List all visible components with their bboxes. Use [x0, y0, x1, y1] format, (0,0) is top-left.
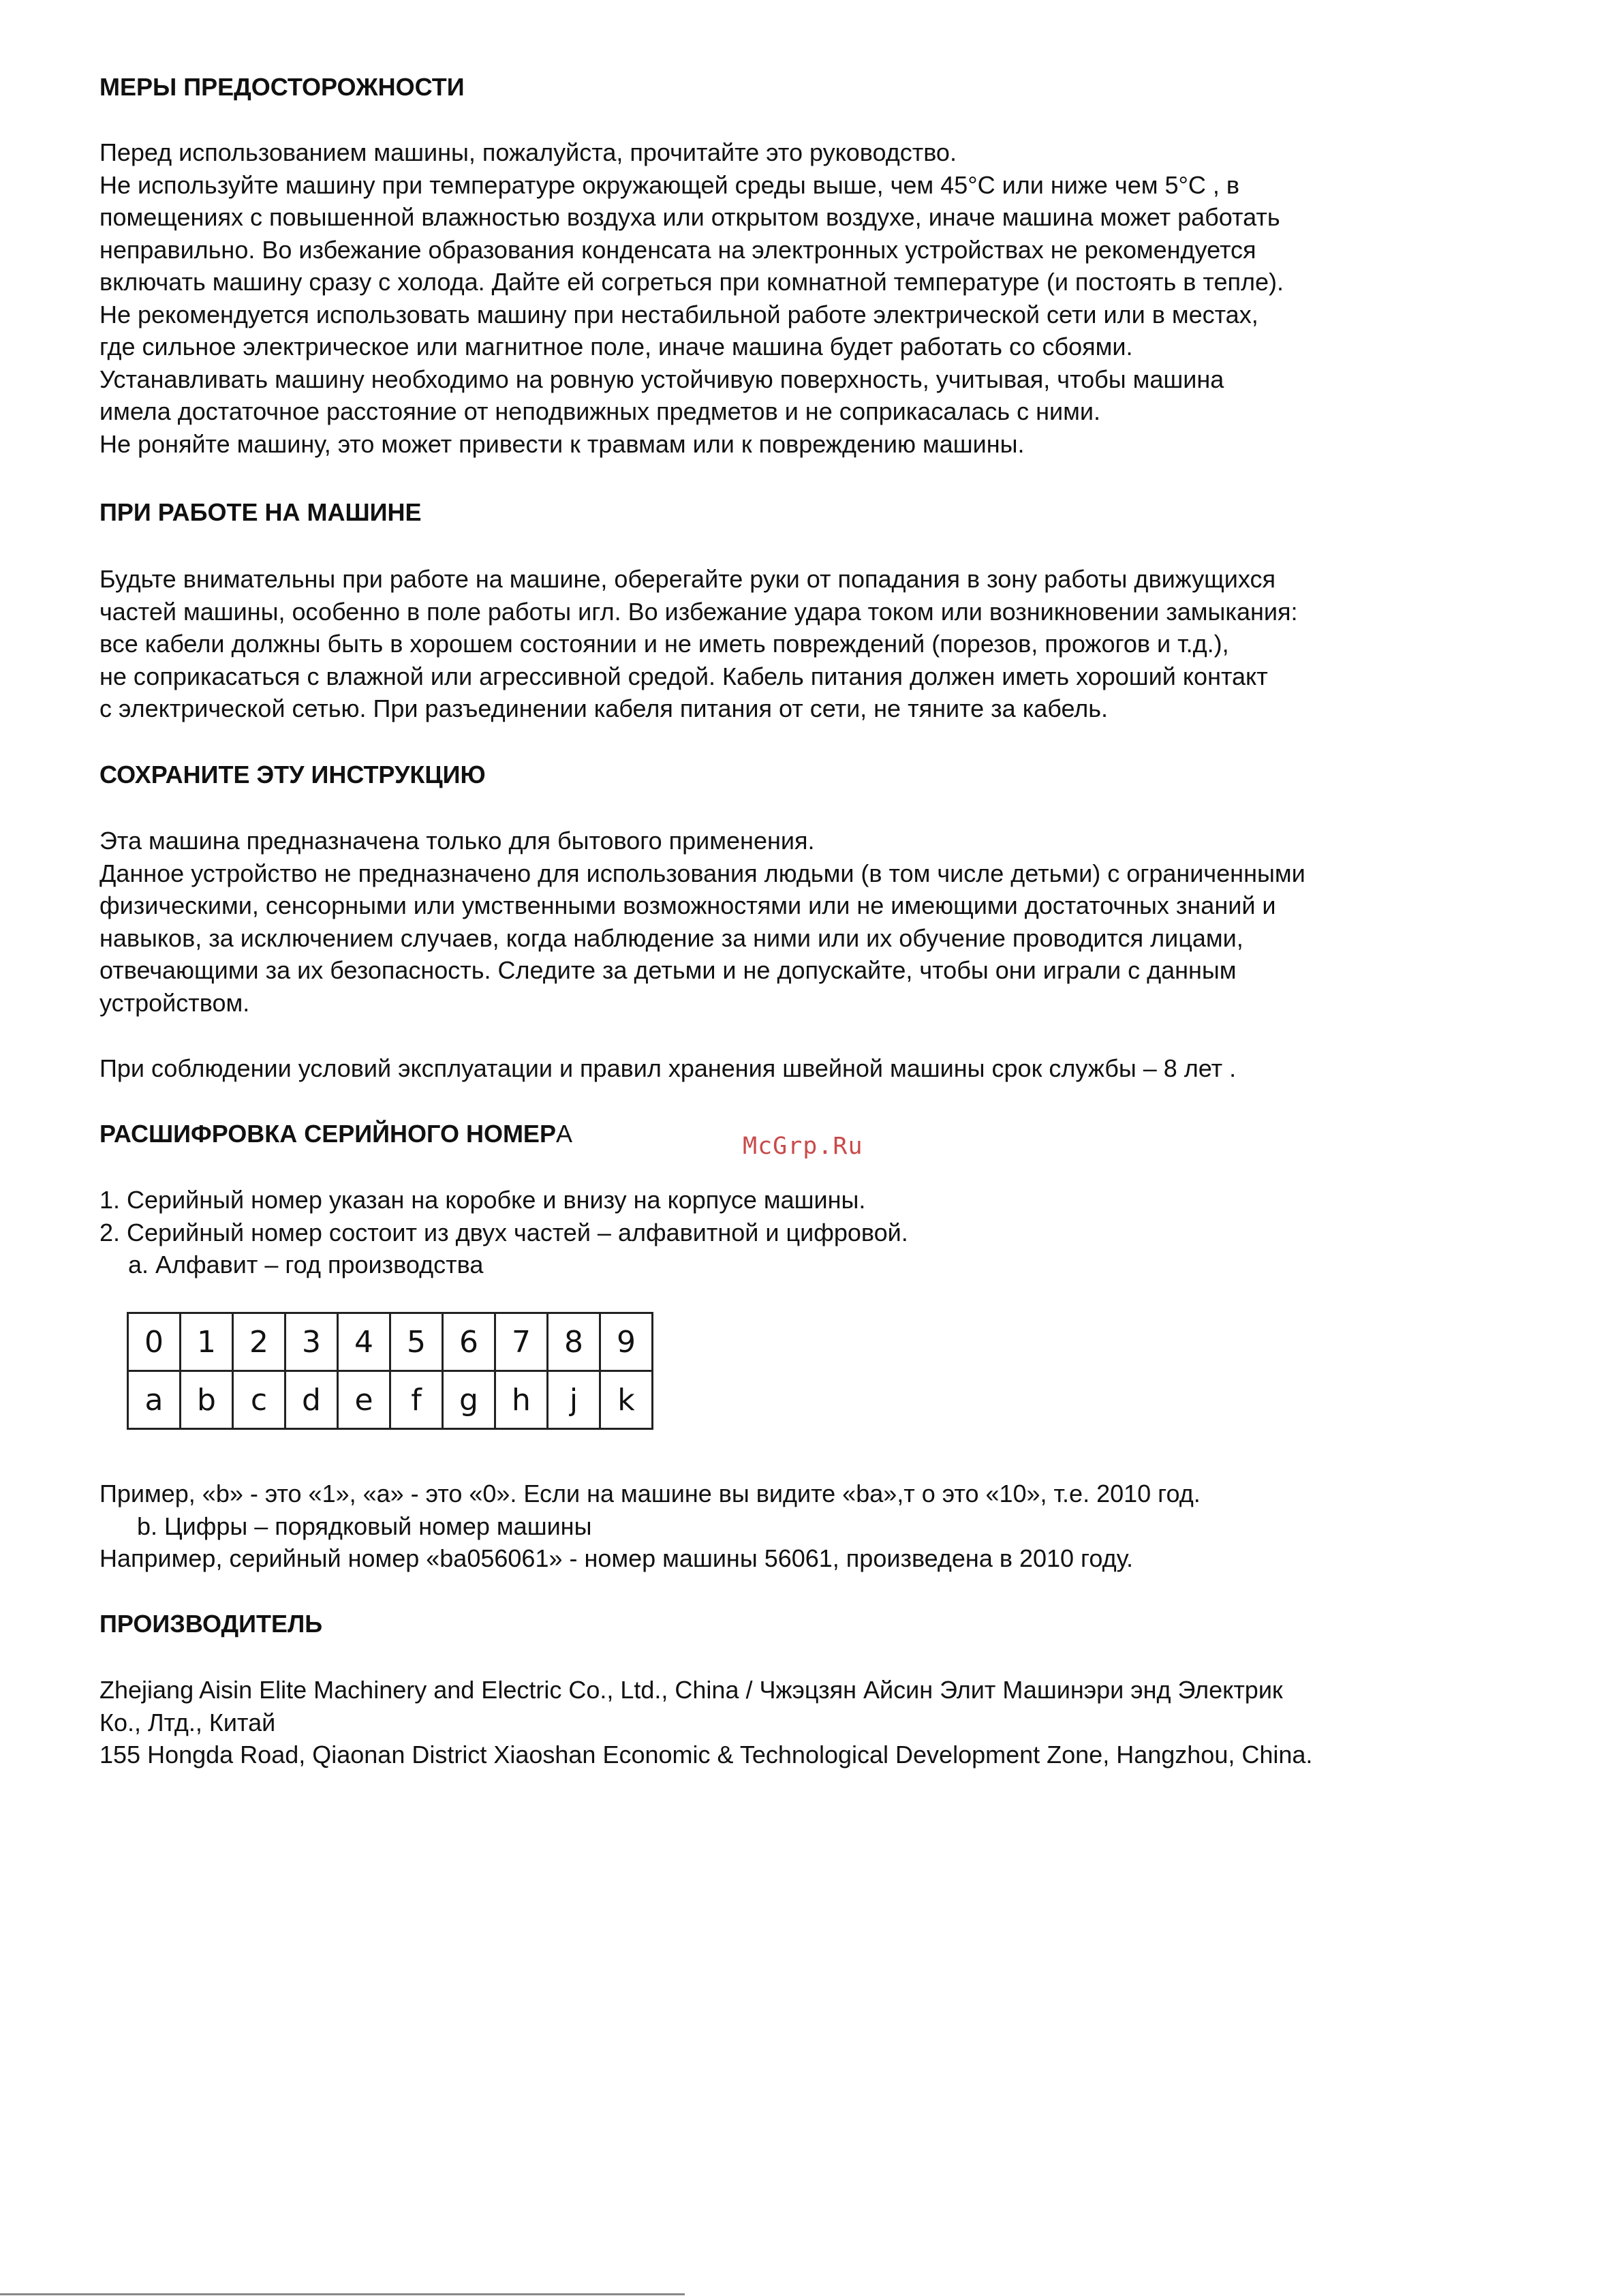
text-line: Эта машина предназначена только для бытового применения. — [99, 827, 815, 855]
text-line: отвечающими за их безопасность. Следите за детьми и не допускайте, чтобы они играли с данным — [99, 956, 1237, 984]
table-row-digits — [128, 1313, 653, 1371]
list-item: 2. Серийный номер состоит из двух частей – алфавитной и цифровой. — [99, 1218, 908, 1246]
list-subitem-a: a. Алфавит – год производства — [128, 1251, 484, 1279]
manufacturer-heading: ПРОИЗВОДИТЕЛЬ — [99, 1610, 323, 1638]
text-line: частей машины, особенно в поле работы игл. Во избежание удара током или возникновении замыкания: — [99, 597, 1298, 626]
serial-items — [99, 1184, 908, 1281]
text-line: Не роняйте машину, это может привести к травмам или к повреждению машины. — [99, 429, 1025, 458]
example-text: Пример, «b» - это «1», «а» - это «0». Если на машине вы видите «ba»,т о это «10», т.е. 2010 год. — [99, 1480, 1201, 1507]
text-line: включать машину сразу с холода. Дайте ей согреться при комнатной температуре (и постоять в тепле). — [99, 268, 1284, 296]
text-line: не соприкасаться с влажной или агрессивной средой. Кабель питания должен иметь хороший контакт — [99, 662, 1268, 690]
table-cell: 5 — [390, 1313, 443, 1371]
list-subitem-b: b. Цифры – порядковый номер машины — [137, 1512, 592, 1540]
table-cell: c — [233, 1371, 285, 1429]
serial-heading-tail: А — [555, 1120, 572, 1148]
text-line: 155 Hongda Road, Qiaonan District Xiaoshan Economic & Technological Development Zone, Hangzhou, China. — [99, 1741, 1313, 1769]
table-cell: 0 — [128, 1313, 181, 1371]
text-line: Ко., Лтд., Китай — [99, 1708, 276, 1736]
table-cell: e — [338, 1371, 390, 1429]
text-line: физическими, сенсорными или умственными возможностями или не имеющими достаточных знаний и — [99, 891, 1276, 919]
text-line: помещениях с повышенной влажностью воздуха или открытом воздухе, иначе машина может работать — [99, 203, 1280, 231]
text-line: Будьте внимательны при работе на машине, оберегайте руки от попадания в зону работы движущихся — [99, 565, 1276, 593]
text-line: имела достаточное расстояние от неподвижных предметов и не соприкасалась с ними. — [99, 397, 1100, 425]
serial-code-table — [127, 1312, 653, 1430]
table-cell: b — [181, 1371, 233, 1429]
table-cell: 7 — [495, 1313, 548, 1371]
table-cell: j — [548, 1371, 600, 1429]
operation-heading: ПРИ РАБОТЕ НА МАШИНЕ — [99, 498, 422, 526]
table-cell: k — [600, 1371, 653, 1429]
text-line: все кабели должны быть в хорошем состоянии и не иметь повреждений (порезов, прожогов и т.д.), — [99, 630, 1229, 658]
table-cell: 3 — [285, 1313, 338, 1371]
table-cell: 4 — [338, 1313, 390, 1371]
text-line: Перед использованием машины, пожалуйста, прочитайте это руководство. — [99, 138, 957, 166]
text-line: устройством. — [99, 988, 250, 1017]
text-line: с электрической сетью. При разъединении кабеля питания от сети, не тяните за кабель. — [99, 694, 1109, 722]
table-cell: 2 — [233, 1313, 285, 1371]
table-row-letters — [128, 1371, 653, 1429]
serial-heading-bold: РАСШИФРОВКА СЕРИЙНОГО НОМЕР — [99, 1120, 556, 1148]
example-text: Например, серийный номер «ba056061» - номер машины 56061, произведена в 2010 году. — [99, 1544, 1134, 1572]
text-line: Не используйте машину при температуре окружающей среды выше, чем 45°C или ниже чем 5°C , в — [99, 170, 1240, 199]
table-cell: f — [390, 1371, 443, 1429]
serial-examples — [99, 1478, 1201, 1575]
table-cell: 6 — [443, 1313, 495, 1371]
precautions-heading: МЕРЫ ПРЕДОСТОРОЖНОСТИ — [99, 73, 465, 101]
table-cell: d — [285, 1371, 338, 1429]
manufacturer-body — [99, 1674, 1312, 1771]
table-cell: a — [128, 1371, 181, 1429]
table-cell: g — [443, 1371, 495, 1429]
list-item: 1. Серийный номер указан на коробке и внизу на корпусе машины. — [99, 1186, 866, 1214]
table-cell: 9 — [600, 1313, 653, 1371]
text-line: Zhejiang Aisin Elite Machinery and Electric Co., Ltd., China / Чжэцзян Айсин Элит Машинэри энд Электрик — [99, 1676, 1283, 1704]
table-cell: 8 — [548, 1313, 600, 1371]
text-line: навыков, за исключением случаев, когда наблюдение за ними или их обучение проводится лицами, — [99, 923, 1243, 952]
keep-instructions-heading: СОХРАНИТЕ ЭТУ ИНСТРУКЦИЮ — [99, 761, 486, 789]
footer-divider — [0, 2293, 685, 2295]
text-line: Не рекомендуется использовать машину при нестабильной работе электрической сети или в местах, — [99, 300, 1258, 328]
table-cell: 1 — [181, 1313, 233, 1371]
watermark-text: McGrp.Ru — [743, 1133, 863, 1160]
table-cell: h — [495, 1371, 548, 1429]
text-line: Устанавливать машину необходимо на ровную устойчивую поверхность, учитывая, чтобы машина — [99, 365, 1224, 393]
text-line: где сильное электрическое или магнитное поле, иначе машина будет работать со сбоями. — [99, 333, 1133, 361]
keep-instructions-body — [99, 825, 1305, 1019]
service-life-text: При соблюдении условий эксплуатации и правил хранения швейной машины срок службы – 8 лет . — [99, 1054, 1237, 1082]
precautions-body — [99, 136, 1284, 460]
text-line: Данное устройство не предназначено для использования людьми (в том числе детьми) с ограниченными — [99, 859, 1305, 887]
serial-heading — [99, 1118, 572, 1150]
text-line: неправильно. Во избежание образования конденсата на электронных устройствах не рекомендуется — [99, 235, 1256, 264]
operation-body — [99, 563, 1297, 725]
